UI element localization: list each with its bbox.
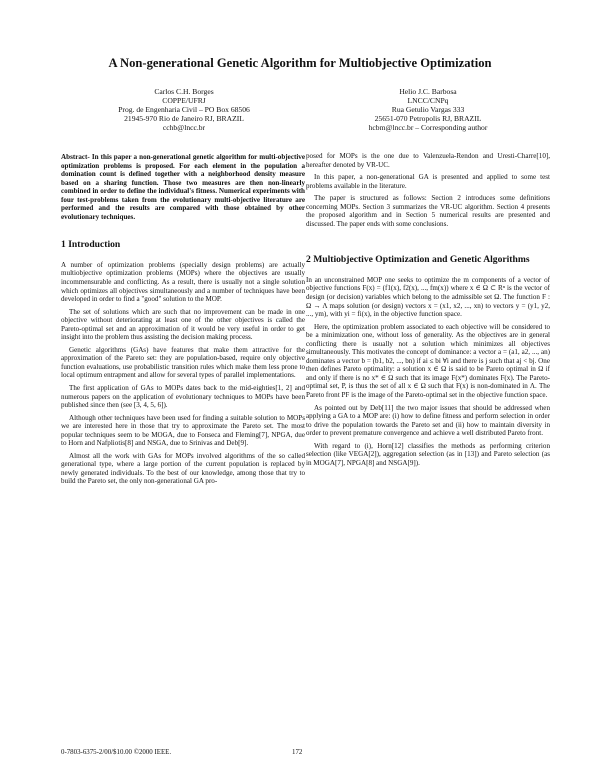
author-affiliation: COPPE/UFRJ bbox=[162, 96, 206, 106]
body-paragraph: A number of optimization problems (specially design problems) are actually multiobjective optimization problems (MOPs) where the objectives are usually incommensurable and conflicting. As a result, there is usually not a single solution which optimizes all objectives simultaneously and a number of techniques have been developed in order to find a "good" solution to the MOP. bbox=[61, 260, 305, 304]
author-address: 21945-970 Rio de Janeiro RJ, BRAZIL bbox=[124, 114, 244, 124]
author-email: hcbm@lncc.br – Corresponding author bbox=[368, 123, 488, 133]
author-name: Carlos C.H. Borges bbox=[154, 87, 214, 96]
body-paragraph: The first application of GAs to MOPs dates back to the mid-eighties[1, 2] and numerous papers on the application of evolutionary techniques to MOPs have been published since then (see [3, 4, 5, 6]). bbox=[61, 383, 305, 410]
body-paragraph: Almost all the work with GAs for MOPs involved algorithms of the so called generational type, where a large portion of the current population is replaced by newly generated individuals. To the best of our knowledge, among those that try to build the Pareto set, the only non-generational GA pro- bbox=[61, 451, 305, 486]
body-paragraph: As pointed out by Deb[11] the two major issues that should be addressed when applying a GA to a MOP are: (i) how to define fitness and perform selection in order to drive the population towards the Pareto set and (ii) how to maintain diversity in order to prevent premature convergence and achieve a well distributed Pareto front. bbox=[306, 403, 550, 438]
footer-isbn: 0-7803-6375-2/00/$10.00 ©2000 IEEE. bbox=[61, 749, 172, 756]
author-affiliation: LNCC/CNPq bbox=[407, 96, 449, 106]
abstract-text: In this paper a non-generational genetic algorithm for multi-objective optimization problems is proposed. For each element in the population a domination count is defined together with a neighborhood density measure based on a sharing function. Those two measures are then non-linearly combined in order to define the individual's fitness. Numerical experiments with four test-problems taken from the evolutionary multi-objective literature are performed and the results are compared with those obtained by other evolutionary techniques. bbox=[61, 153, 305, 221]
author-block-2 bbox=[318, 87, 538, 132]
paper-title: A Non-generational Genetic Algorithm for Multiobjective Optimization bbox=[108, 56, 492, 70]
section-heading-introduction: 1 Introduction bbox=[61, 239, 121, 251]
body-paragraph: The paper is structured as follows: Section 2 introduces some definitions concerning MOPs. Section 3 summarizes the VR-UC algorithm. Section 4 presents the proposed algorithm and in Section 5 numerical results are presented and discussed. The paper ends with some conclusions. bbox=[306, 194, 550, 228]
author-email: cchb@lncc.br bbox=[162, 123, 206, 133]
body-paragraph: The set of solutions which are such that no improvement can be made in one objective without deteriorating at least one of the other objectives is called the Pareto-optimal set and an approximation of it would be very useful in order to get insight into the problem thus assisting the decision making process. bbox=[61, 307, 305, 342]
section-heading-mop-and-ga: 2 Multiobjective Optimization and Genetic Algorithms bbox=[306, 254, 530, 266]
author-address: Rua Getulio Vargas 333 bbox=[391, 105, 465, 115]
body-paragraph: With regard to (i), Horn[12] classifies the methods as performing criterion selection (like VEGA[2]), aggregation selection (as in [13]) and Pareto selection (as in MOGA[7], NPGA[8] and NSGA[9]). bbox=[306, 441, 550, 467]
body-paragraph: Although other techniques have been used for finding a suitable solution to MOPs we are interested here in those that try to approximate the Pareto set. The most popular techniques seem to be MOGA, due to Fonseca and Fleming[7], NPGA, due to Horn and Nafpliotis[8] and NSGA, due to Srinivas and Deb[9]. bbox=[61, 413, 305, 448]
author-name: Helio J.C. Barbosa bbox=[399, 87, 457, 96]
body-paragraph: Genetic algorithms (GAs) have features that make them attractive for the approximation of the Pareto set: they are population-based, require only objective function evaluations, use probabilistic transition rules which make them less prone to local optimum entrapment and allow for several types of parallel implementations. bbox=[61, 345, 305, 380]
body-paragraph: In this paper, a non-generational GA is presented and applied to some test problems available in the literature. bbox=[306, 173, 550, 190]
page-number: 172 bbox=[292, 749, 303, 756]
body-paragraph: posed for MOPs is the one due to Valenzuela-Rendon and Uresti-Charre[10], hereafter denoted by VR-UC. bbox=[306, 152, 550, 169]
right-column bbox=[306, 152, 550, 471]
author-block-1 bbox=[74, 87, 294, 132]
body-paragraph: In an unconstrained MOP one seeks to optimize the m components of a vector of objective functions F(x) = (f1(x), f2(x), ..., fm(x)) where x ∈ Ω ⊂ Rⁿ is the vector of design (or decision) variables which belong to the admissible set Ω. The function F : Ω → Λ maps solution (or design) vectors x = (x1, x2, ..., xn) to vectors y = (y1, y2, ..., ym), with yi = fi(x), in the objective function space. bbox=[306, 275, 550, 319]
author-address: Prog. de Engenharia Civil – PO Box 68506 bbox=[118, 105, 250, 115]
left-column bbox=[61, 153, 305, 490]
body-paragraph: Here, the optimization problem associated to each objective will be considered to be a minimization one, without loss of generality. As the objectives are in general conflicting there is usually not a solution which minimizes all objectives simultaneously. This motivates the concept of dominance: a vector a = (a1, a2, ..., an) dominates a vector b = (b1, b2, ..., bn) if ai ≤ bi ∀i and there is j such that aj < bj. One then defines Pareto optimality: a solution x ∈ Ω is said to be Pareto optimal in Ω if and only if there is no x* ∈ Ω such that its image F(x*) dominates F(x). The Pareto-optimal set, P, is thus the set of all x ∈ Ω such that F(x) is non-dominated in Λ. The Pareto front PF is the image of the Pareto-optimal set in the objective function space. bbox=[306, 322, 550, 399]
author-address: 25651-070 Petropolis RJ, BRAZIL bbox=[374, 114, 482, 124]
abstract bbox=[61, 153, 305, 221]
abstract-lead: Abstract- bbox=[61, 153, 90, 161]
